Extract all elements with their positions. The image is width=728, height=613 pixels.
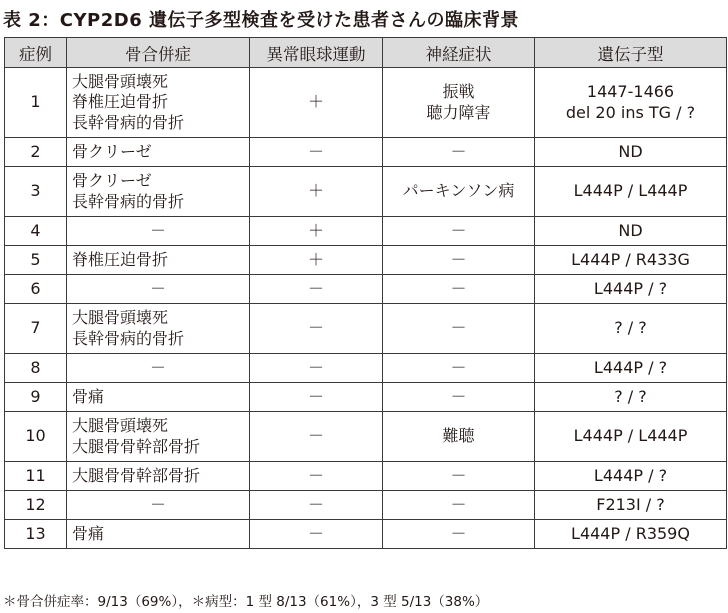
neuro-line: － <box>450 220 467 240</box>
cell-neurological <box>383 167 535 217</box>
cell-genotype <box>535 246 727 275</box>
complication-line: － <box>149 494 166 514</box>
complication-line: 骨痛 <box>72 523 105 543</box>
cell-neurological <box>383 217 535 246</box>
complication-line: 大腿骨頭壊死 <box>72 416 169 435</box>
table-body <box>5 68 727 549</box>
cell-case: 8 <box>5 354 67 383</box>
genotype-line: ND <box>618 220 643 240</box>
cell-bone-complication <box>67 491 250 520</box>
genotype-line: 1447-1466 <box>586 82 675 101</box>
cell-neurological <box>383 275 535 304</box>
header-eye-movement: 異常眼球運動 <box>250 38 383 68</box>
cell-bone-complication <box>67 520 250 549</box>
genotype-line: L444P / L444P <box>573 426 688 446</box>
cell-case: 7 <box>5 304 67 354</box>
cell-genotype <box>535 383 727 412</box>
cell-neurological <box>383 383 535 412</box>
complication-line: 大腿骨頭壊死 <box>72 308 169 327</box>
complication-line: 骨クリーゼ <box>72 141 152 161</box>
cell-eye-movement: ＋ <box>250 167 383 217</box>
cell-bone-complication <box>67 354 250 383</box>
neuro-line: － <box>450 523 467 543</box>
table-row <box>5 383 727 412</box>
cell-genotype <box>535 217 727 246</box>
footnote: ＊骨合併症率：9/13（69%），＊病型：1 型 8/13（61%），3 型 5/13（38%） <box>3 594 489 610</box>
neuro-line: － <box>450 386 467 406</box>
cell-bone-complication <box>67 68 250 138</box>
header-neurological: 神経症状 <box>383 38 535 68</box>
cell-case: 12 <box>5 491 67 520</box>
cell-bone-complication <box>67 304 250 354</box>
neuro-line: － <box>450 249 467 269</box>
neuro-line: 難聴 <box>442 426 475 446</box>
complication-line: － <box>149 278 166 298</box>
neuro-line: パーキンソン病 <box>402 181 515 201</box>
table-row <box>5 520 727 549</box>
cell-neurological <box>383 68 535 138</box>
cell-case: 9 <box>5 383 67 412</box>
header-case: 症例 <box>5 38 67 68</box>
genotype-line: ? / ? <box>614 318 647 338</box>
cell-genotype <box>535 304 727 354</box>
cell-neurological <box>383 520 535 549</box>
cell-bone-complication <box>67 217 250 246</box>
cell-genotype <box>535 68 727 138</box>
neuro-line: － <box>450 465 467 485</box>
cell-genotype <box>535 167 727 217</box>
cell-bone-complication <box>67 412 250 462</box>
cell-bone-complication <box>67 462 250 491</box>
cell-case: 1 <box>5 68 67 138</box>
genotype-line: ? / ? <box>614 386 647 406</box>
table-row <box>5 138 727 167</box>
table-header <box>5 38 727 68</box>
cell-eye-movement: － <box>250 383 383 412</box>
complication-line: 骨クリーゼ <box>72 171 152 190</box>
cell-neurological <box>383 412 535 462</box>
complication-line: 大腿骨骨幹部骨折 <box>72 465 201 485</box>
cell-case: 5 <box>5 246 67 275</box>
genotype-line: L444P / R433G <box>571 249 690 269</box>
header-row <box>5 38 727 68</box>
neuro-line: － <box>450 494 467 514</box>
genotype-line: L444P / ? <box>593 357 668 377</box>
table-row <box>5 462 727 491</box>
cell-eye-movement: － <box>250 520 383 549</box>
cell-eye-movement: － <box>250 275 383 304</box>
complication-line: 脊椎圧迫骨折 <box>72 249 169 269</box>
complication-line: 大腿骨骨幹部骨折 <box>72 436 201 456</box>
cell-eye-movement: － <box>250 354 383 383</box>
neuro-line: － <box>450 141 467 161</box>
table-row <box>5 217 727 246</box>
cell-neurological <box>383 354 535 383</box>
table-row <box>5 412 727 462</box>
genotype-line: L444P / ? <box>593 465 668 485</box>
table-row <box>5 275 727 304</box>
table-row <box>5 167 727 217</box>
table-title: 表 2：CYP2D6 遺伝子多型検査を受けた患者さんの臨床背景 <box>3 10 519 31</box>
complication-line: 長幹骨病的骨折 <box>72 328 185 348</box>
cell-eye-movement: ＋ <box>250 246 383 275</box>
cell-case: 4 <box>5 217 67 246</box>
cell-bone-complication <box>67 275 250 304</box>
cell-neurological <box>383 491 535 520</box>
cell-eye-movement: ＋ <box>250 217 383 246</box>
neuro-line: 聴力障害 <box>426 102 491 122</box>
cell-neurological <box>383 246 535 275</box>
table-row <box>5 68 727 138</box>
table-row <box>5 491 727 520</box>
cell-neurological <box>383 462 535 491</box>
cell-case: 10 <box>5 412 67 462</box>
clinical-background-table <box>4 37 727 549</box>
cell-genotype <box>535 491 727 520</box>
header-genotype: 遺伝子型 <box>535 38 727 68</box>
cell-genotype <box>535 520 727 549</box>
cell-eye-movement: － <box>250 138 383 167</box>
neuro-line: － <box>450 278 467 298</box>
genotype-line: del 20 ins TG / ? <box>565 102 696 122</box>
complication-line: 大腿骨頭壊死 <box>72 71 169 91</box>
complication-line: － <box>149 357 166 377</box>
table-row <box>5 304 727 354</box>
cell-eye-movement: － <box>250 462 383 491</box>
cell-eye-movement: － <box>250 491 383 520</box>
cell-eye-movement: ＋ <box>250 68 383 138</box>
neuro-line: 振戦 <box>442 82 475 101</box>
cell-bone-complication <box>67 138 250 167</box>
cell-eye-movement: － <box>250 304 383 354</box>
complication-line: 長幹骨病的骨折 <box>72 191 185 211</box>
header-bone-complication: 骨合併症 <box>67 38 250 68</box>
cell-case: 13 <box>5 520 67 549</box>
genotype-line: L444P / L444P <box>573 181 688 201</box>
cell-case: 3 <box>5 167 67 217</box>
genotype-line: L444P / ? <box>593 278 668 298</box>
table-row <box>5 354 727 383</box>
complication-line: 長幹骨病的骨折 <box>72 112 185 132</box>
genotype-line: F213I / ? <box>596 494 665 514</box>
genotype-line: L444P / R359Q <box>571 523 690 543</box>
cell-eye-movement: － <box>250 412 383 462</box>
cell-genotype <box>535 462 727 491</box>
neuro-line: － <box>450 318 467 338</box>
cell-case: 11 <box>5 462 67 491</box>
cell-neurological <box>383 304 535 354</box>
complication-line: 骨痛 <box>72 386 105 406</box>
cell-case: 2 <box>5 138 67 167</box>
cell-bone-complication <box>67 167 250 217</box>
cell-genotype <box>535 354 727 383</box>
cell-genotype <box>535 138 727 167</box>
cell-bone-complication <box>67 383 250 412</box>
cell-genotype <box>535 275 727 304</box>
genotype-line: ND <box>618 141 643 161</box>
complication-line: 脊椎圧迫骨折 <box>72 92 169 112</box>
table-row <box>5 246 727 275</box>
cell-neurological <box>383 138 535 167</box>
cell-bone-complication <box>67 246 250 275</box>
cell-genotype <box>535 412 727 462</box>
complication-line: － <box>149 220 166 240</box>
neuro-line: － <box>450 357 467 377</box>
cell-case: 6 <box>5 275 67 304</box>
